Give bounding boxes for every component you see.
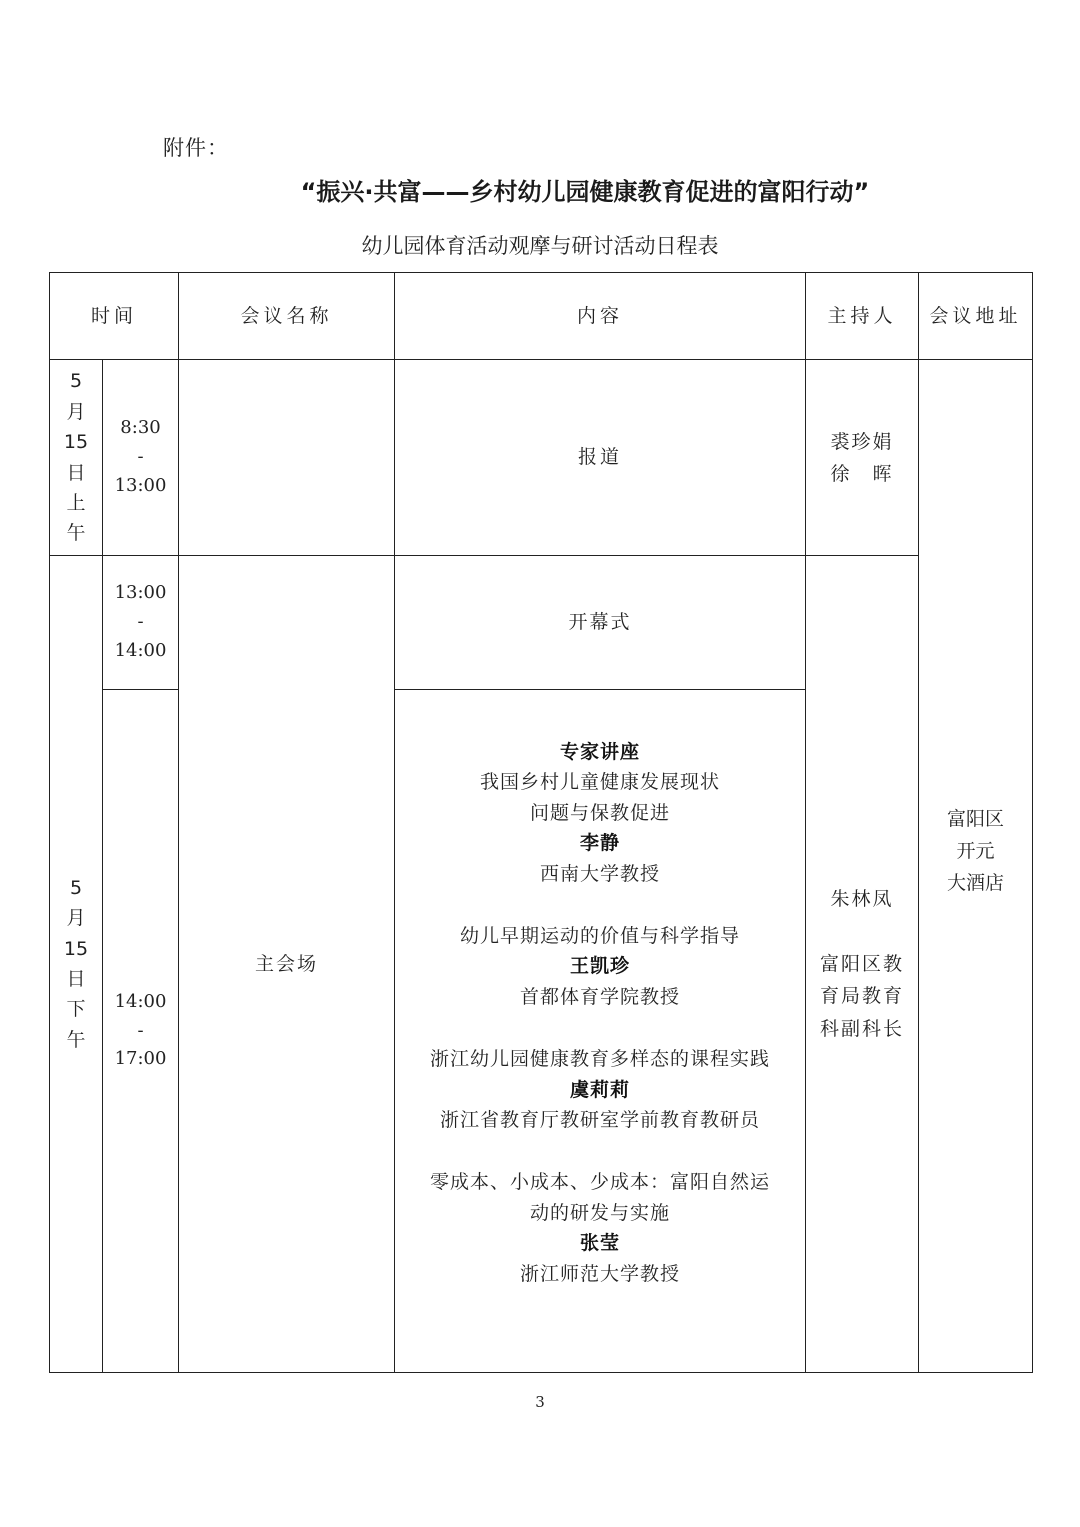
sub-title: 幼儿园体育活动观摩与研讨活动日程表 [361,234,719,258]
talk-1-affiliation: 西南大学教授 [540,862,661,885]
talk-4-affiliation: 浙江师范大学教授 [520,1262,681,1285]
morning-meeting-name [179,360,395,556]
header-host: 主持人 [806,273,919,360]
morning-time: 8:30 - 13:00 [103,360,179,556]
main-title: “振兴·共富——乡村幼儿园健康教育促进的富阳行动” [300,178,870,206]
afternoon-content-1: 开幕式 [395,556,806,690]
talk-4-speaker: 张莹 [580,1232,621,1255]
afternoon-row-1 [50,556,1033,690]
header-address: 会议地址 [919,273,1033,360]
address-cell: 富阳区 开元 大酒店 [919,360,1033,1373]
talk-2-speaker: 王凯珍 [570,955,631,978]
talk-3-title: 浙江幼儿园健康教育多样态的课程实践 [430,1048,771,1071]
talk-3-affiliation: 浙江省教育厅教研室学前教育教研员 [440,1108,761,1131]
talk-1-title-1: 我国乡村儿童健康发展现状 [480,771,721,794]
talk-3-speaker: 虞莉莉 [570,1078,631,1101]
schedule-table [49,272,1033,1373]
afternoon-day: 5 月 15 日 下 午 [50,556,103,1373]
talk-1-speaker: 李静 [580,832,621,855]
page-number: 3 [535,1393,545,1411]
header-row [50,273,1033,360]
talk-4-title-1: 零成本、小成本、少成本：富阳自然运 [430,1171,771,1194]
lecture-heading: 专家讲座 [560,741,641,764]
morning-day: 5 月 15 日 上 午 [50,360,103,556]
header-time: 时间 [50,273,179,360]
afternoon-host: 朱林凤 富阳区教 育局教育 科副科长 [806,556,919,1373]
afternoon-time-2: 14:00 - 17:00 [103,690,179,1373]
morning-host: 裘珍娟 徐 晖 [806,360,919,556]
afternoon-meeting-name: 主会场 [179,556,395,1373]
attachment-label: 附件： [163,136,229,160]
header-meeting-name: 会议名称 [179,273,395,360]
afternoon-host-name: 朱林凤 [830,888,894,910]
morning-content: 报道 [395,360,806,556]
header-content: 内容 [395,273,806,360]
afternoon-time-1: 13:00 - 14:00 [103,556,179,690]
talk-4-title-2: 动的研发与实施 [530,1201,671,1224]
talk-2-affiliation: 首都体育学院教授 [520,985,681,1008]
afternoon-content-2 [395,690,806,1373]
talk-2-title: 幼儿早期运动的价值与科学指导 [460,925,741,948]
morning-row [50,360,1033,556]
talk-1-title-2: 问题与保教促进 [530,801,671,824]
